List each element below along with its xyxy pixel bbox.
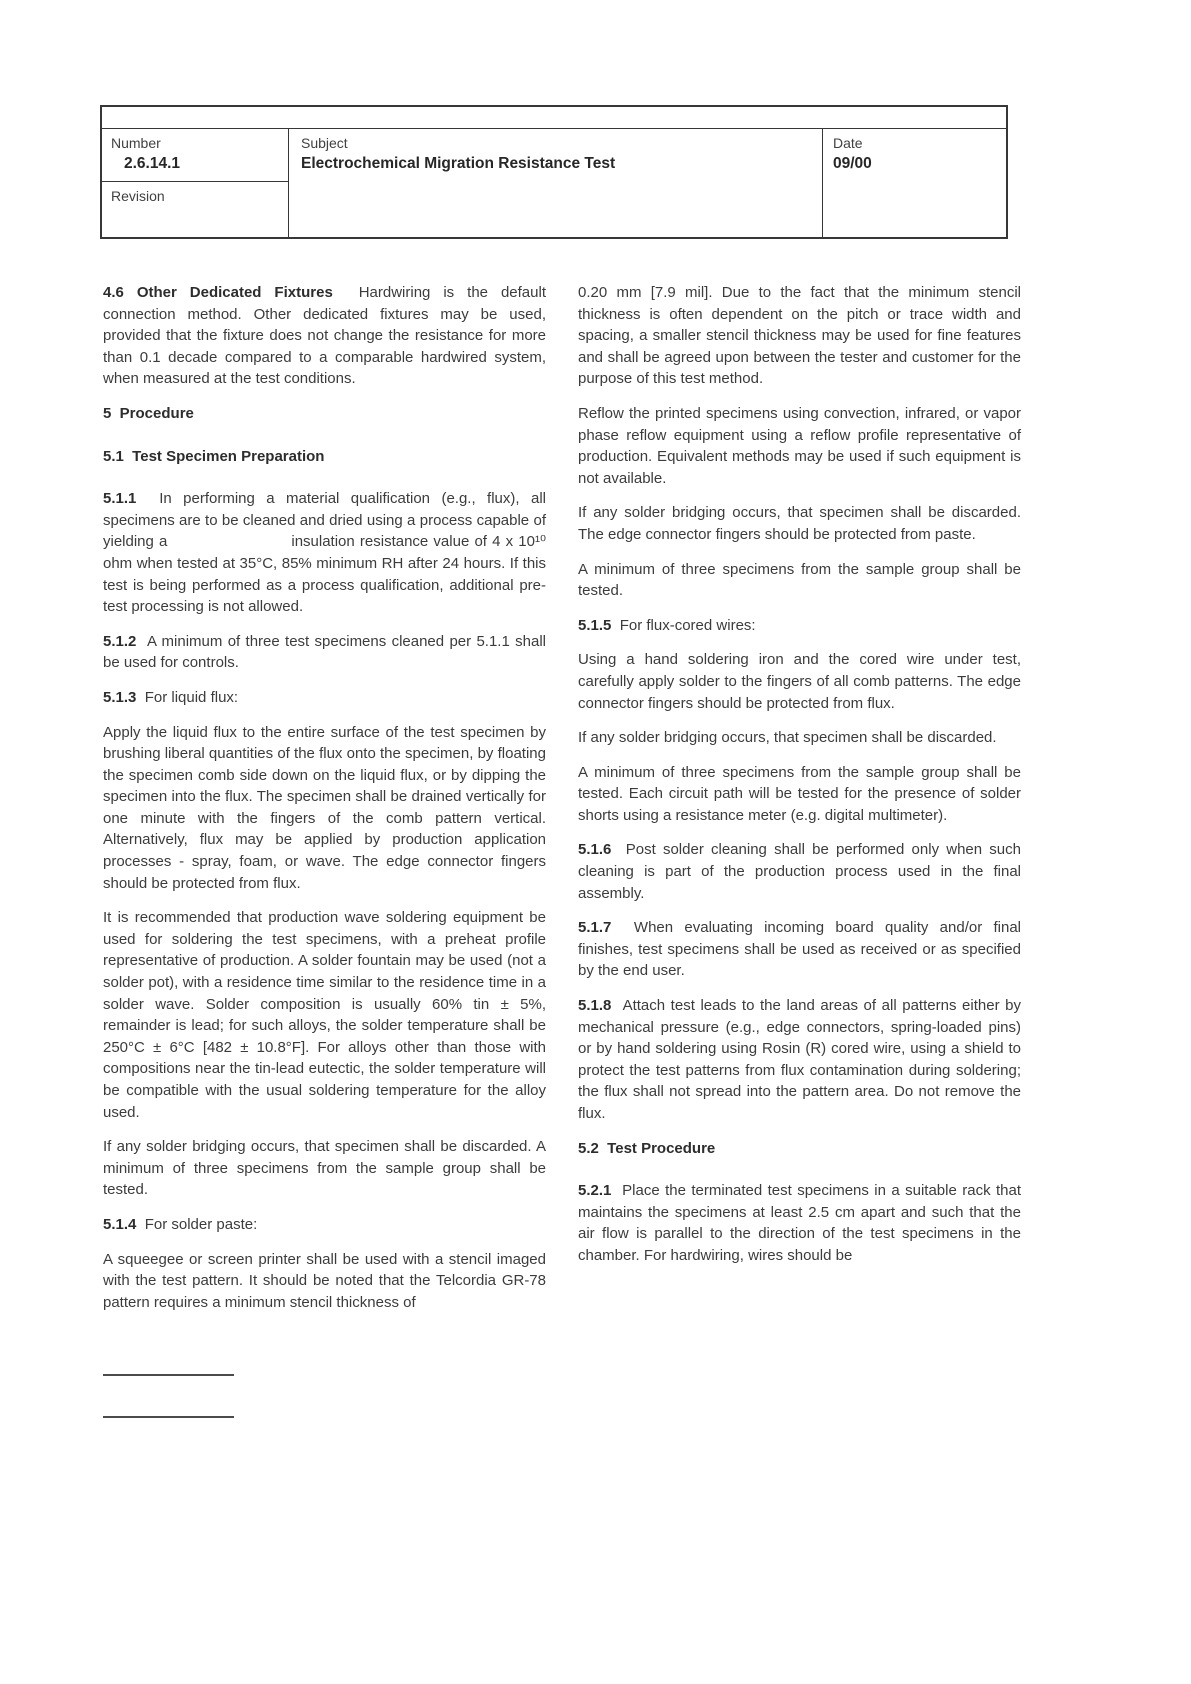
header-table (100, 105, 1008, 239)
number-value: 2.6.14.1 (124, 155, 181, 172)
header-number-column (102, 129, 289, 237)
paragraph-text: In performing a material qualification (e.g., flux), all specimens are to be cleaned and dried using a process capable of yielding a insulation resistance value of 4 x 10¹⁰ ohm when tested at 35°C, 85% minimum RH after 24 hours. If this test is being performed as a process qualification, additional pre-test processing is not allowed. (103, 490, 546, 616)
header-revision-cell (102, 182, 288, 237)
revision-label: Revision (111, 188, 165, 204)
section-heading: 5 Procedure (103, 404, 194, 422)
section-number: 5.1.8 (578, 997, 612, 1015)
paragraph (578, 839, 1021, 904)
paragraph-text: For solder paste: (136, 1215, 258, 1233)
section-number: 5.1.4 (103, 1215, 137, 1233)
header-number-cell (102, 129, 288, 182)
paragraph (578, 1180, 1021, 1266)
section-heading: 5.1 Test Specimen Preparation (103, 447, 325, 465)
header-main-row (102, 129, 1006, 237)
left-column (103, 282, 546, 1326)
paragraph: If any solder bridging occurs, that specimen shall be discarded. (578, 729, 997, 747)
section-number: 5.1.3 (103, 688, 137, 706)
paragraph-text: Place the terminated test specimens in a suitable rack that maintains the specimens at least 2.5 cm apart and such that the air flow is parallel to the direction of the test specimens in the chamber. For hardwiring, wires should be (578, 1182, 1021, 1264)
paragraph: A minimum of three specimens from the sample group shall be tested. Each circuit path will be tested for the presence of solder shorts using a resistance meter (e.g. digital multimeter). (578, 763, 1021, 824)
paragraph-text: Post solder cleaning shall be performed only when such cleaning is part of the production process used in the final assembly. (578, 841, 1021, 902)
paragraph-text: Attach test leads to the land areas of all patterns either by mechanical pressure (e.g., edge connectors, spring-loaded pins) or by hand soldering using Rosin (R) cored wire, using a shield to protect the test patterns from flux contamination during soldering; the flux shall not spread into the pattern area. Do not remove the flux. (578, 997, 1021, 1122)
paragraph: A squeegee or screen printer shall be used with a stencil imaged with the test pattern. It should be noted that the Telcordia GR-78 pattern requires a minimum stencil thickness of (103, 1250, 546, 1311)
paragraph (103, 687, 546, 709)
paragraph: Using a hand soldering iron and the cored wire under test, carefully apply solder to the fingers of all comb patterns. The edge connector fingers should be protected from flux. (578, 651, 1021, 712)
paragraph (103, 1214, 546, 1236)
paragraph-text: When evaluating incoming board quality and/or final finishes, test specimens shall be used as received or as specified by the end user. (578, 919, 1021, 980)
right-column (578, 282, 1021, 1280)
footnote-rule (103, 1374, 234, 1376)
paragraph (103, 282, 546, 390)
paragraph: 0.20 mm [7.9 mil]. Due to the fact that the minimum stencil thickness is often dependent on the pitch or trace width and spacing, a smaller stencil thickness may be used for fine features and shall be agreed upon between the tester and customer for the purpose of this test method. (578, 284, 1021, 388)
paragraph: It is recommended that production wave soldering equipment be used for soldering the test specimens, with a preheat profile representative of production. A solder fountain may be used (not a solder pot), with a residence time similar to the residence time in a solder wave. Solder composition is usually 60% tin ± 5%, remainder is lead; for such alloys, the solder temperature shall be 250°C ± 6°C [482 ± 10.8°F]. For alloys other than those with compositions near the tin-lead eutectic, the solder temperature will be compatible with the usual soldering temperature for the alloy used. (103, 909, 546, 1121)
footnote-rule (103, 1416, 234, 1418)
paragraph: If any solder bridging occurs, that specimen shall be discarded. A minimum of three specimens from the sample group shall be tested. (103, 1138, 546, 1199)
header-top-strip (102, 107, 1006, 129)
paragraph-text: For flux-cored wires: (611, 616, 756, 634)
paragraph-text: Hardwiring is the default connection method. Other dedicated fixtures may be used, provided that the fixture does not change the resistance for more than 0.1 decade compared to a comparable hardwired system, when measured at the test conditions. (103, 284, 546, 388)
paragraph-text: A minimum of three test specimens cleaned per 5.1.1 shall be used for controls. (103, 632, 546, 672)
section-heading: 5.2 Test Procedure (578, 1139, 716, 1157)
paragraph: A minimum of three specimens from the sample group shall be tested. (578, 560, 1021, 600)
paragraph (103, 488, 546, 618)
paragraph (578, 917, 1021, 982)
section-number: 4.6 Other Dedicated Fixtures (103, 284, 333, 301)
section-number: 5.1.5 (578, 616, 612, 634)
subject-value: Electrochemical Migration Resistance Test (301, 155, 616, 172)
section-number: 5.1.7 (578, 919, 612, 937)
section-number: 5.1.6 (578, 841, 612, 859)
date-value: 09/00 (833, 155, 872, 172)
paragraph (578, 995, 1021, 1125)
section-number: 5.1.2 (103, 632, 137, 650)
number-label: Number (111, 135, 161, 151)
section-number: 5.1.1 (103, 490, 137, 508)
date-label: Date (833, 135, 863, 151)
paragraph: If any solder bridging occurs, that specimen shall be discarded. The edge connector fingers should be protected from paste. (578, 504, 1021, 543)
paragraph (103, 631, 546, 674)
header-subject-cell (289, 129, 823, 237)
subject-label: Subject (301, 135, 348, 151)
paragraph: Apply the liquid flux to the entire surface of the test specimen by brushing liberal quantities of the flux onto the specimen, by floating the specimen comb side down on the liquid flux, or by dipping the specimen into the flux. The specimen shall be drained vertically for one minute with the fingers of the comb pattern vertical. Alternatively, flux may be applied by production application processes - spray, foam, or wave. The edge connector fingers should be protected from flux. (103, 723, 546, 892)
section-number: 5.2.1 (578, 1182, 612, 1200)
header-date-cell (823, 129, 1006, 237)
paragraph (578, 615, 1021, 637)
paragraph-text: For liquid flux: (136, 688, 239, 706)
paragraph: Reflow the printed specimens using convection, infrared, or vapor phase reflow equipment using a reflow profile representative of production. Equivalent methods may be used if such equipment is not available. (578, 404, 1021, 487)
